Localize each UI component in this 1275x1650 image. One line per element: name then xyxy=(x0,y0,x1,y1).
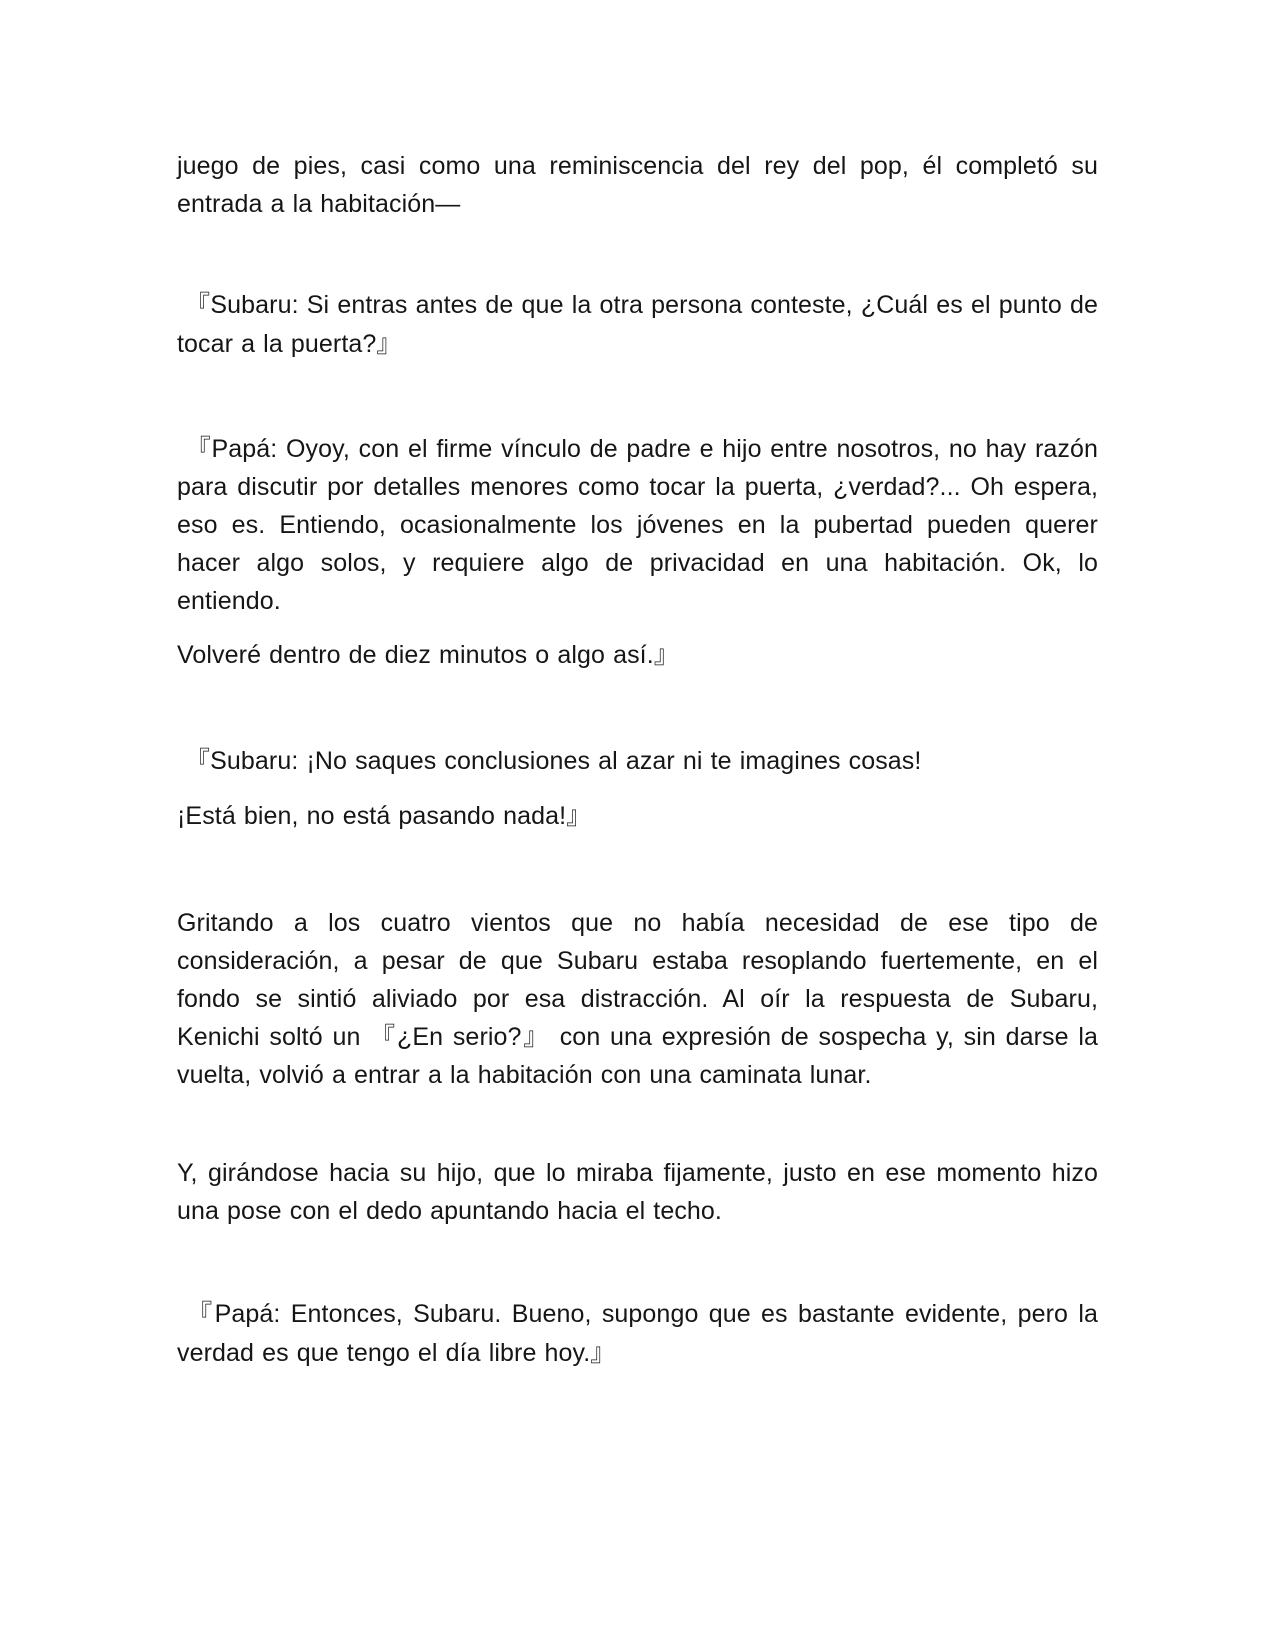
paragraph-papa-dialogue-privacy: 『Papá: Oyoy, con el firme vínculo de padre e hijo entre nosotros, no hay razón para discutir por detalles menores como tocar la puerta, ¿verdad?... Oh espera, eso es. Entiendo, ocasionalmente los jóvenes en la pubertad pueden querer hacer algo solos, y requiere algo de privacidad en una habitación. Ok, lo entiendo. xyxy=(177,435,1098,615)
paragraph-narration-shouting: Gritando a los cuatro vientos que no había necesidad de ese tipo de consideración, a pesar de que Subaru estaba resoplando fuertemente, en el fondo se sintió aliviado por esa distracción. Al oír la respuesta de Subaru, Kenichi soltó un 『¿En serio?』 con una expresión de sospecha y, sin darse la vuelta, volvió a entrar a la habitación con una caminata lunar. xyxy=(177,909,1098,1089)
paragraph-narration-entrance: juego de pies, casi como una reminiscencia del rey del pop, él completó su entrada a la habitación— xyxy=(177,152,1098,218)
paragraph-subaru-dialogue-knock: 『Subaru: Si entras antes de que la otra persona conteste, ¿Cuál es el punto de tocar a la puerta?』 xyxy=(177,291,1098,358)
paragraph-narration-pose: Y, girándose hacia su hijo, que lo miraba fijamente, justo en ese momento hizo una pose con el dedo apuntando hacia el techo. xyxy=(177,1159,1098,1225)
paragraph-papa-dialogue-return: Volveré dentro de diez minutos o algo así.』 xyxy=(177,641,679,669)
paragraph-papa-dialogue-day-off: 『Papá: Entonces, Subaru. Bueno, supongo que es bastante evidente, pero la verdad es que tengo el día libre hoy.』 xyxy=(177,1300,1098,1367)
paragraph-subaru-dialogue-conclusions: 『Subaru: ¡No saques conclusiones al azar ni te imagines cosas! xyxy=(177,747,922,775)
paragraph-subaru-dialogue-nothing: ¡Está bien, no está pasando nada!』 xyxy=(177,802,592,830)
